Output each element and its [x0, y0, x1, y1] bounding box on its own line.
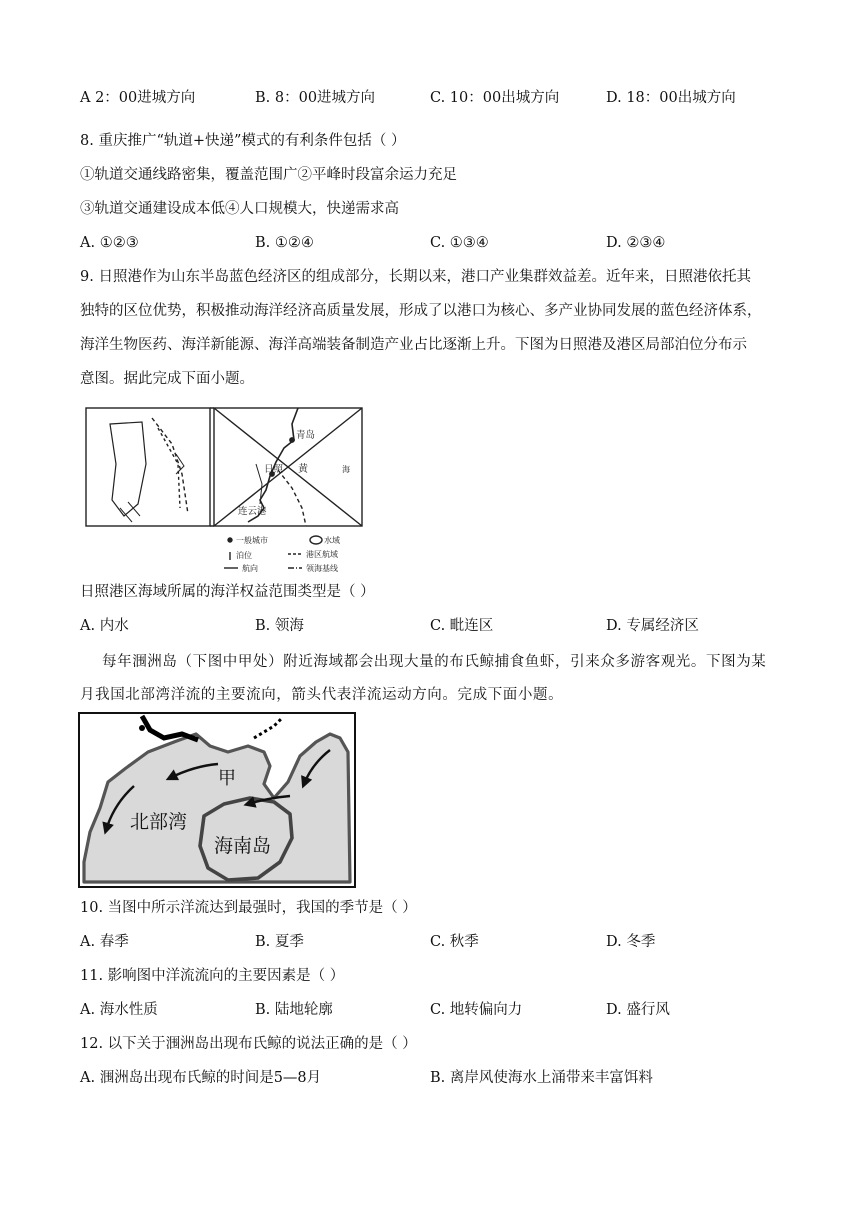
map-label-jia: 甲 [218, 768, 236, 789]
q8-statement-1: ①轨道交通线路密集，覆盖范围广②平峰时段富余运力充足 [80, 167, 457, 183]
q12-option-b: B. 离岸风使海水上涌带来丰富饵料 [430, 1070, 653, 1086]
q9-intro-line-2: 独特的区位优势，积极推动海洋经济高质量发展，形成了以港口为核心、多产业协同发展的蓝色经济体系， [80, 303, 762, 319]
q8-option-a: A. ①②③ [80, 235, 139, 251]
q8-option-d: D. ②③④ [606, 235, 666, 251]
beibu-gulf-current-map [78, 712, 356, 888]
legend-port-boundary: 港区航域 [306, 550, 338, 559]
map-label-rizhao: 日照 [264, 464, 284, 475]
q9-option-a: A. 内水 [80, 618, 129, 634]
q9-intro-line-4: 意图。据此完成下面小题。 [80, 371, 254, 387]
q9-intro-line-3: 海洋生物医药、海洋新能源、海洋高端装备制造产业占比逐渐上升。下图为日照港及港区局部泊位分布示 [80, 337, 747, 353]
q7-option-c: C. 10：00出城方向 [430, 90, 560, 106]
map-label-hainan: 海南岛 [214, 835, 272, 857]
legend-city: 一般城市 [236, 536, 268, 545]
legend-baseline: 领海基线 [306, 564, 338, 573]
q11-option-b: B. 陆地轮廓 [255, 1002, 333, 1018]
q7-option-a: A 2：00进城方向 [80, 90, 196, 106]
q8-option-c: C. ①③④ [430, 235, 489, 251]
q10-option-a: A. 春季 [80, 934, 129, 950]
passage2-line-1: 每年涠洲岛（下图中甲处）附近海域都会出现大量的布氏鲸捕食鱼虾，引来众多游客观光。下图为某 [102, 654, 767, 670]
legend-route: 航向 [242, 564, 258, 573]
q9-option-d: D. 专属经济区 [606, 618, 699, 634]
q8-stem: 8. 重庆推广“轨道+快递”模式的有利条件包括（ ） [80, 133, 406, 149]
q10-option-c: C. 秋季 [430, 934, 479, 950]
q9-option-c: C. 毗连区 [430, 618, 494, 634]
map-label-beibuwan: 北部湾 [130, 811, 188, 833]
q9-question: 日照港区海域所属的海洋权益范围类型是（ ） [80, 584, 375, 600]
map-label-huanghai: 黄 [298, 464, 308, 475]
map-label-sea: 海 [342, 465, 350, 474]
q8-statement-2: ③轨道交通建设成本低④人口规模大，快递需求高 [80, 201, 399, 217]
rizhao-port-map [80, 404, 370, 574]
q11-stem: 11. 影响图中洋流流向的主要因素是（ ） [80, 968, 345, 984]
q9-intro-line-1: 9. 日照港作为山东半岛蓝色经济区的组成部分，长期以来，港口产业集群效益差。近年来，日照港依托其 [80, 269, 751, 285]
q7-option-b: B. 8：00进城方向 [255, 90, 376, 106]
map-label-lianyungang: 连云港 [238, 506, 267, 517]
map-label-qingdao: 青岛 [296, 430, 316, 441]
legend-water: 水域 [324, 536, 340, 545]
q10-option-d: D. 冬季 [606, 934, 656, 950]
legend-berth: 泊位 [236, 551, 252, 560]
q10-option-b: B. 夏季 [255, 934, 304, 950]
q9-option-b: B. 领海 [255, 618, 304, 634]
q10-stem: 10. 当图中所示洋流达到最强时，我国的季节是（ ） [80, 900, 417, 916]
q8-option-b: B. ①②④ [255, 235, 314, 251]
q12-option-a: A. 涠洲岛出现布氏鲸的时间是5—8月 [80, 1070, 322, 1086]
q11-option-d: D. 盛行风 [606, 1002, 670, 1018]
q7-option-d: D. 18：00出城方向 [606, 90, 736, 106]
q12-stem: 12. 以下关于涠洲岛出现布氏鲸的说法正确的是（ ） [80, 1036, 417, 1052]
q11-option-a: A. 海水性质 [80, 1002, 158, 1018]
passage2-line-2: 月我国北部湾洋流的主要流向，箭头代表洋流运动方向。完成下面小题。 [80, 687, 564, 703]
q11-option-c: C. 地转偏向力 [430, 1002, 523, 1018]
